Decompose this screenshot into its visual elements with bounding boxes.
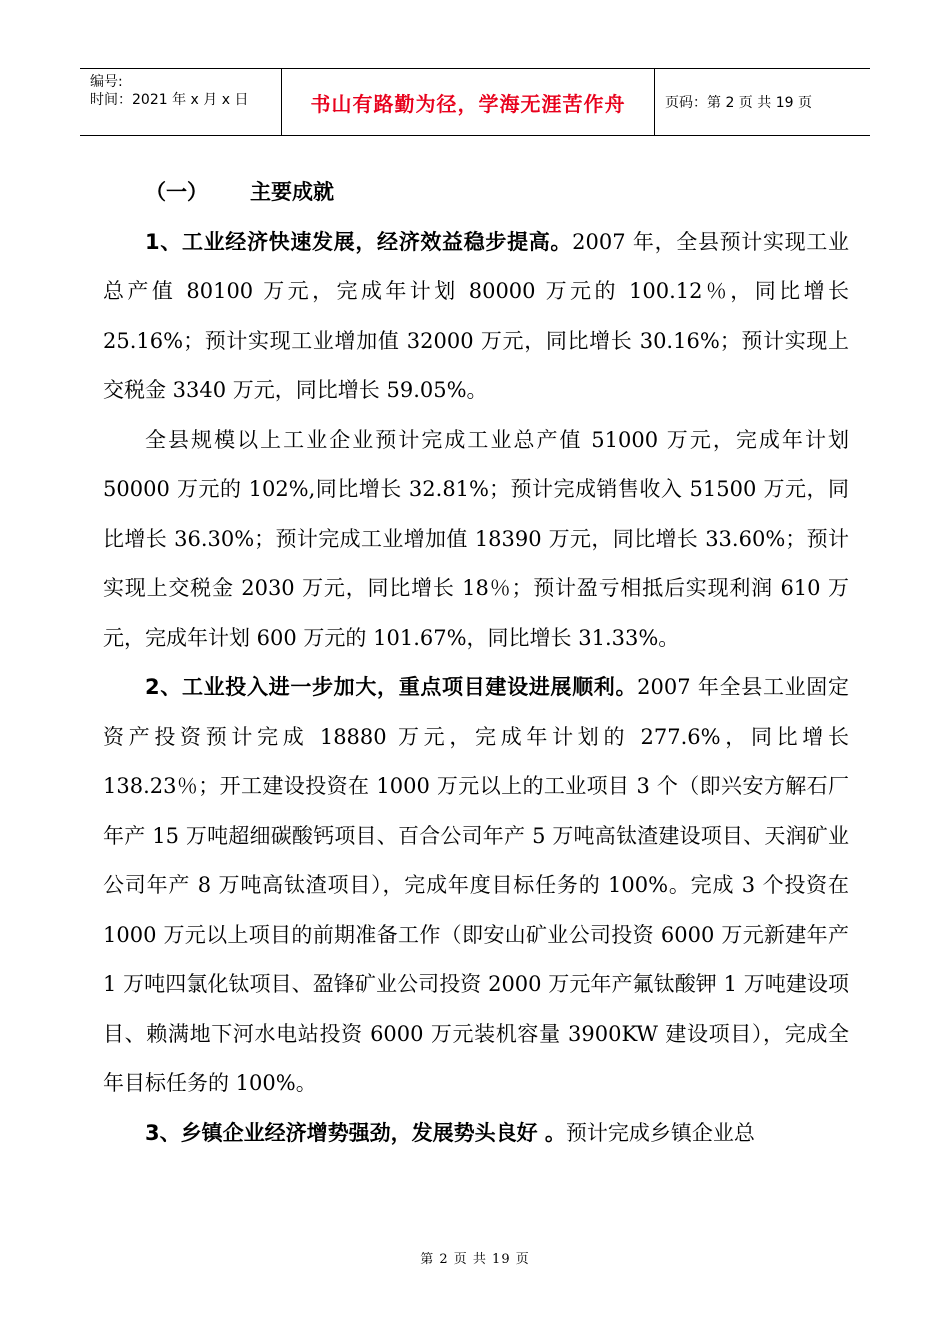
paragraph-text: 全县规模以上工业企业预计完成工业总产值 51000 万元，完成年计划 50000 万元的 102%,同比增长 32.81%；预计完成销售收入 51500 万元，同比增长 36.30%；预计完成工业增加值 18390 万元，同比增长 33.60%；预计实现上交税金 2030 万元，同比增长 18％；预计盈亏相抵后实现利润 610 万元，完成年计划 600 万元的 101.67%，同比增长 31.33%。 [103, 427, 849, 650]
paragraph-township-enterprises [103, 1109, 849, 1159]
document-header [80, 68, 870, 136]
paragraph-text: 2007 年，全县预计实现工业总产值 80100 万元，完成年计划 80000 万元的 100.12％，同比增长 25.16%；预计实现工业增加值 32000 万元，同比增长 30.16%；预计实现上交税金 3340 万元，同比增长 59.05%。 [103, 229, 849, 402]
paragraph-industrial-economy [103, 218, 849, 416]
document-date: 时间：2021 年 x 月 x 日 [90, 92, 249, 108]
paragraph-lead: 3、乡镇企业经济增势强劲，发展势头良好 。 [145, 1120, 566, 1145]
document-body [103, 168, 849, 1158]
header-motto-cell [282, 69, 655, 135]
paragraph-text: 2007 年全县工业固定资产投资预计完成 18880 万元，完成年计划的 277.6%，同比增长 138.23％；开工建设投资在 1000 万元以上的工业项目 3 个（即兴安方解石厂年产 15 万吨超细碳酸钙项目、百合公司年产 5 万吨高钛渣建设项目、天润矿业公司年产 8 万吨高钛渣项目），完成年度目标任务的 100%。完成 3 个投资在 1000 万元以上项目的前期准备工作（即安山矿业公司投资 6000 万元新建年产 1 万吨四氯化钛项目、盈锋矿业公司投资 2000 万元年产氟钛酸钾 1 万吨建设项目、赖满地下河水电站投资 6000 万元装机容量 3900KW 建设项目），完成全年目标任务的 100%。 [103, 675, 849, 1095]
paragraph-scale-enterprises [103, 416, 849, 664]
header-motto: 书山有路勤为径，学海无涯苦作舟 [310, 91, 626, 116]
document-number-label: 编号: [90, 74, 123, 90]
section-heading [103, 168, 849, 218]
paragraph-industrial-investment [103, 663, 849, 1109]
page-footer: 第 2 页 共 19 页 [420, 1252, 530, 1267]
section-title: 主要成就 [250, 180, 334, 204]
header-page-cell [655, 69, 870, 135]
paragraph-lead: 2、工业投入进一步加大，重点项目建设进展顺利。 [145, 675, 638, 699]
paragraph-lead: 1、工业经济快速发展，经济效益稳步提高。 [145, 229, 573, 254]
section-number: （一） [145, 180, 208, 204]
header-page-code: 页码：第 2 页 共 19 页 [665, 95, 812, 111]
header-meta [80, 69, 282, 135]
paragraph-text: 预计完成乡镇企业总 [565, 1120, 755, 1145]
